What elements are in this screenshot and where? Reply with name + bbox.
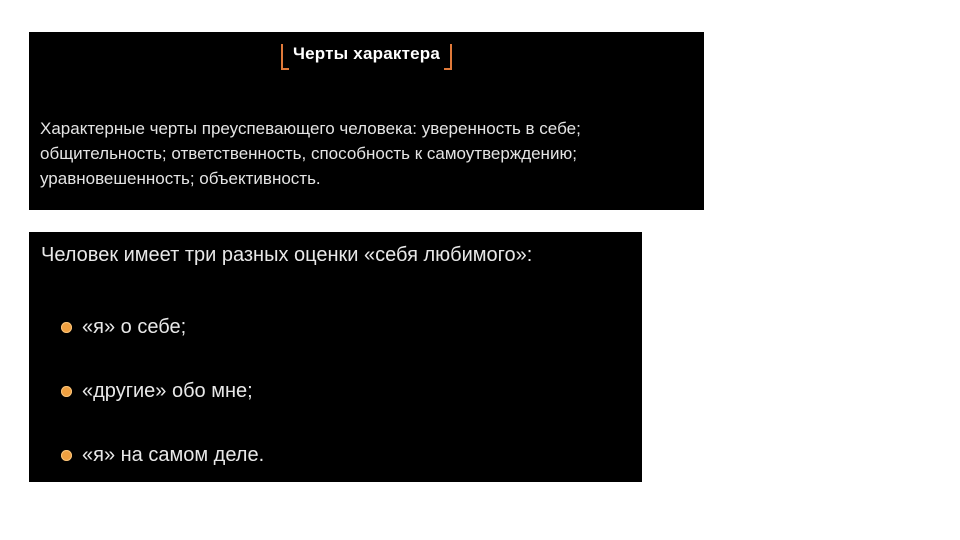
bullet-list: [61, 307, 264, 499]
list-item-text: «я» на самом деле.: [82, 443, 265, 466]
list-item: [61, 371, 264, 411]
traits-paragraph: Характерные черты преуспевающего человека: уверенность в себе; общительность; ответственность, способность к самоутверждению; уравновешенность; объективность.: [40, 119, 581, 188]
intro-text: Человек имеет три разных оценки «себя любимого»:: [41, 244, 533, 266]
bullet-dot-icon: [61, 450, 72, 461]
self-assessment-panel: [29, 232, 642, 482]
bullet-dot-icon: [61, 386, 72, 397]
bullet-dot-icon: [61, 322, 72, 333]
title-wrap: [29, 40, 704, 72]
list-item: [61, 307, 264, 347]
title-frame: [281, 40, 452, 72]
character-traits-panel: [29, 32, 704, 210]
bracket-right-decoration: [444, 44, 452, 70]
panel-title: Черты характера: [292, 44, 440, 63]
bracket-left-decoration: [281, 44, 289, 70]
list-item-text: «я» о себе;: [82, 315, 187, 338]
list-item-text: «другие» обо мне;: [82, 379, 253, 402]
list-item: [61, 435, 264, 475]
